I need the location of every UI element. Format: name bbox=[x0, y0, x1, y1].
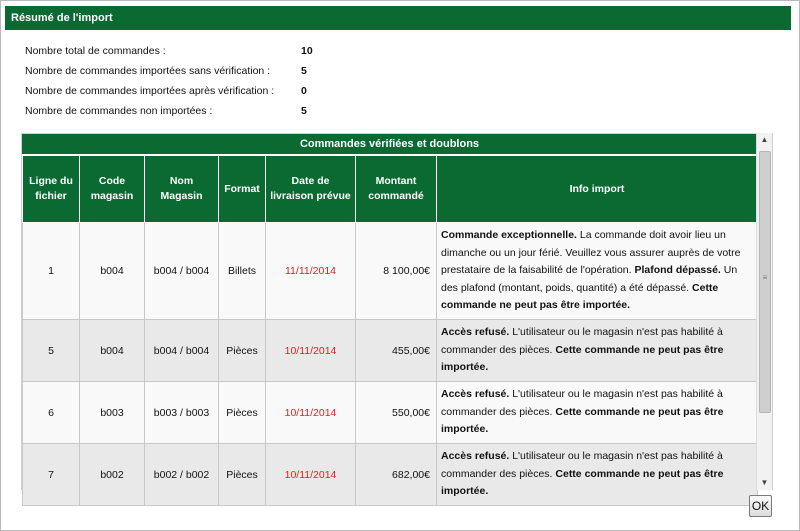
summary-value: 5 bbox=[301, 65, 307, 77]
ok-button[interactable]: OK bbox=[749, 495, 772, 517]
cell-ligne: 1 bbox=[23, 223, 80, 320]
summary-value: 10 bbox=[301, 45, 313, 57]
table-row[interactable] bbox=[23, 382, 758, 444]
cell-code: b002 bbox=[80, 444, 145, 506]
cell-code: b004 bbox=[80, 320, 145, 382]
cell-nom: b004 / b004 bbox=[145, 223, 219, 320]
cell-date: 10/11/2014 bbox=[266, 382, 356, 444]
orders-table bbox=[22, 155, 758, 506]
summary-label: Nombre de commandes non importées : bbox=[25, 105, 213, 117]
info-bold-text: Accès refusé. bbox=[441, 326, 510, 339]
info-text: L'utilisateur ou le magasin n'est pas habilité à commander des pièces. bbox=[441, 326, 723, 356]
cell-code: b004 bbox=[80, 223, 145, 320]
info-bold-text: Accès refusé. bbox=[441, 388, 510, 401]
table-header-row bbox=[23, 156, 758, 223]
cell-date: 10/11/2014 bbox=[266, 320, 356, 382]
cell-format: Pièces bbox=[219, 320, 266, 382]
info-bold-text: Cette commande ne peut pas être importée. bbox=[441, 467, 724, 498]
col-header-info[interactable]: Info import bbox=[437, 156, 758, 223]
cell-format: Pièces bbox=[219, 382, 266, 444]
scroll-down-icon[interactable]: ▼ bbox=[760, 478, 769, 487]
info-bold-text: Commande exceptionnelle. bbox=[441, 229, 577, 242]
cell-nom: b002 / b002 bbox=[145, 444, 219, 506]
cell-ligne: 7 bbox=[23, 444, 80, 506]
summary-value: 0 bbox=[301, 85, 307, 97]
cell-ligne: 6 bbox=[23, 382, 80, 444]
cell-montant: 682,00€ bbox=[356, 444, 437, 506]
cell-info bbox=[437, 320, 758, 382]
info-bold-text: Cette commande ne peut pas être importée. bbox=[441, 281, 719, 312]
info-bold-text: Cette commande ne peut pas être importée. bbox=[441, 343, 724, 374]
cell-ligne: 5 bbox=[23, 320, 80, 382]
grid-scrollbar[interactable] bbox=[756, 133, 772, 490]
summary-label: Nombre de commandes importées sans vérification : bbox=[25, 65, 271, 77]
info-bold-text: Accès refusé. bbox=[441, 450, 510, 463]
col-header-montant[interactable]: Montant commandé bbox=[356, 156, 437, 223]
cell-code: b003 bbox=[80, 382, 145, 444]
info-bold-text: Plafond dépassé. bbox=[634, 264, 721, 277]
info-text: La commande doit avoir lieu un dimanche ou un jour férié. Veuillez vous assurer auprès de votre prestataire de la faisabilité de l'opération. bbox=[441, 229, 741, 277]
col-header-format[interactable]: Format bbox=[219, 156, 266, 223]
cell-date: 11/11/2014 bbox=[266, 223, 356, 320]
grip-icon: ≡ bbox=[762, 273, 768, 282]
table-row[interactable] bbox=[23, 320, 758, 382]
summary-value: 5 bbox=[301, 105, 307, 117]
cell-format: Billets bbox=[219, 223, 266, 320]
col-header-ligne[interactable]: Ligne du fichier bbox=[23, 156, 80, 223]
col-header-code[interactable]: Code magasin bbox=[80, 156, 145, 223]
cell-nom: b003 / b003 bbox=[145, 382, 219, 444]
table-row[interactable] bbox=[23, 223, 758, 320]
dialog-title: Résumé de l'import bbox=[5, 6, 791, 30]
table-row[interactable] bbox=[23, 444, 758, 506]
cell-format: Pièces bbox=[219, 444, 266, 506]
col-header-nom[interactable]: Nom Magasin bbox=[145, 156, 219, 223]
info-text: L'utilisateur ou le magasin n'est pas habilité à commander des pièces. bbox=[441, 388, 723, 418]
cell-info bbox=[437, 444, 758, 506]
cell-montant: 455,00€ bbox=[356, 320, 437, 382]
col-header-date[interactable]: Date de livraison prévue bbox=[266, 156, 356, 223]
cell-montant: 550,00€ bbox=[356, 382, 437, 444]
info-text: L'utilisateur ou le magasin n'est pas habilité à commander des pièces. bbox=[441, 450, 723, 480]
summary-label: Nombre de commandes importées après vérification : bbox=[25, 85, 275, 97]
scrollbar-thumb[interactable] bbox=[759, 151, 771, 413]
info-bold-text: Cette commande ne peut pas être importée. bbox=[441, 405, 724, 436]
cell-info bbox=[437, 223, 758, 320]
scroll-up-icon[interactable]: ▲ bbox=[760, 135, 769, 144]
orders-grid[interactable] bbox=[21, 133, 773, 498]
cell-montant: 8 100,00€ bbox=[356, 223, 437, 320]
cell-date: 10/11/2014 bbox=[266, 444, 356, 506]
cell-nom: b004 / b004 bbox=[145, 320, 219, 382]
cell-info bbox=[437, 382, 758, 444]
grid-caption: Commandes vérifiées et doublons bbox=[22, 134, 757, 155]
summary-label: Nombre total de commandes : bbox=[25, 45, 166, 57]
info-text: Un des plafond (montant, poids, quantité) a été dépassé. bbox=[441, 264, 738, 294]
